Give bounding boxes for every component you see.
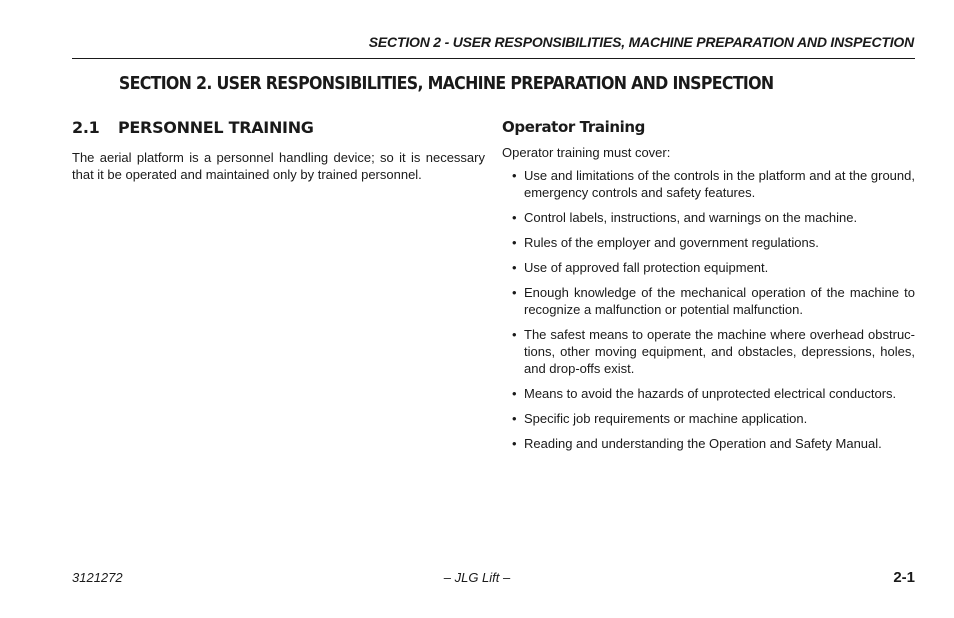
bullet-icon: •	[512, 436, 517, 451]
bullet-icon: •	[512, 210, 517, 225]
list-item-text: Use and limitations of the controls in the platform and at the ground, emergency controls and safety features.	[524, 168, 915, 200]
list-item	[502, 435, 915, 452]
bullet-icon: •	[512, 260, 517, 275]
header-rule	[72, 58, 915, 59]
personnel-training-body: The aerial platform is a personnel handling device; so it is necessary that it be operated and maintained only by trained personnel.	[72, 150, 485, 182]
bullet-icon: •	[512, 285, 517, 300]
heading-number: 2.1	[72, 118, 100, 137]
operator-training-list	[502, 167, 915, 452]
list-item-text: Enough knowledge of the mechanical operation of the machine to recognize a malfunction or potential malfunction.	[524, 285, 915, 317]
heading-title: PERSONNEL TRAINING	[118, 118, 314, 137]
list-item-text: Means to avoid the hazards of unprotected electrical conductors.	[524, 386, 897, 401]
bullet-icon: •	[512, 327, 517, 342]
list-item-text: Specific job requirements or machine application.	[524, 411, 808, 426]
list-item	[502, 410, 915, 427]
running-header: SECTION 2 - USER RESPONSIBILITIES, MACHINE PREPARATION AND INSPECTION	[368, 34, 914, 50]
operator-training-heading: Operator Training	[502, 118, 645, 136]
list-item	[502, 259, 915, 276]
personnel-training-heading	[72, 118, 485, 137]
left-column	[72, 118, 485, 183]
list-item	[502, 234, 915, 251]
bullet-icon: •	[512, 386, 517, 401]
footer-publisher: – JLG Lift –	[443, 570, 511, 585]
operator-training-intro: Operator training must cover:	[502, 145, 671, 160]
list-item-text: The safest means to operate the machine where overhead obstruc-tions, other moving equipment, and obstacles, depressions, holes, and drop-offs exist.	[524, 327, 915, 376]
bullet-icon: •	[512, 411, 517, 426]
list-item	[502, 209, 915, 226]
list-item	[502, 326, 915, 377]
footer-page-number: 2-1	[893, 569, 915, 586]
section-title: SECTION 2. USER RESPONSIBILITIES, MACHINE PREPARATION AND INSPECTION	[118, 73, 774, 94]
footer-doc-number: 3121272	[72, 570, 123, 585]
list-item-text: Control labels, instructions, and warnings on the machine.	[524, 210, 858, 225]
list-item	[502, 284, 915, 318]
list-item	[502, 385, 915, 402]
list-item-text: Reading and understanding the Operation and Safety Manual.	[524, 436, 882, 451]
bullet-icon: •	[512, 168, 517, 183]
list-item	[502, 167, 915, 201]
bullet-icon: •	[512, 235, 517, 250]
list-item-text: Rules of the employer and government regulations.	[524, 235, 819, 250]
right-column	[502, 118, 915, 460]
list-item-text: Use of approved fall protection equipment.	[524, 260, 769, 275]
